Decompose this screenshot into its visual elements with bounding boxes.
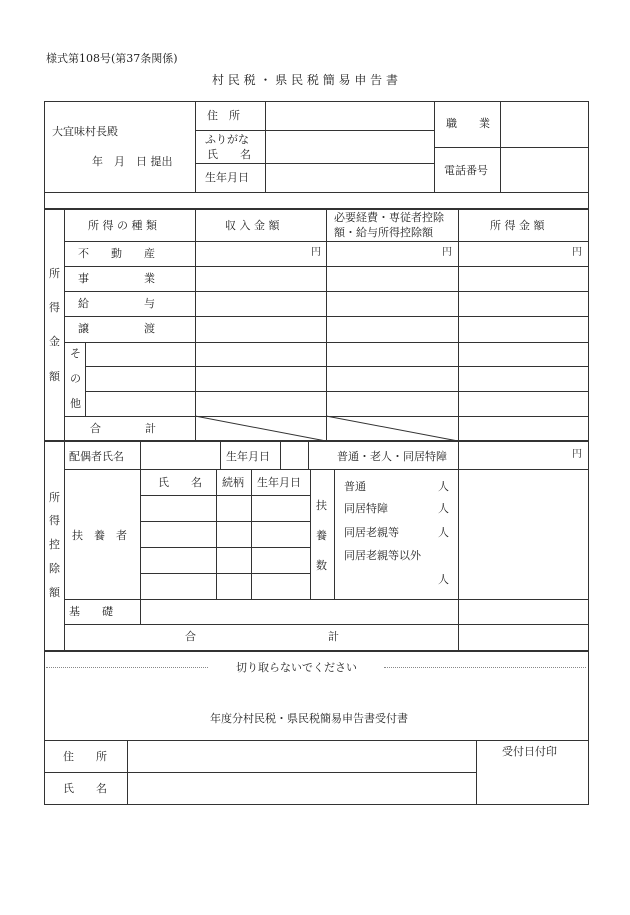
deduction-total-label-b: 計: [328, 630, 339, 643]
receipt-address-label: 住 所: [63, 750, 107, 763]
form-title: 村 民 税 ・ 県 民 税 簡 易 申 告 書: [212, 73, 398, 87]
recipient-label: 大宜味村長殿: [52, 125, 118, 138]
count-unit: 人: [438, 502, 449, 515]
phone-label: 電話番号: [444, 164, 488, 177]
income-amount-header: 所 得 金 額: [490, 219, 545, 232]
yen-unit: 円: [572, 449, 582, 460]
income-side-2: 得: [49, 301, 60, 314]
count-normal-label: 普通: [344, 480, 366, 493]
yen-unit: 円: [311, 247, 321, 258]
dependent-count-2: 養: [316, 529, 327, 542]
dependents-label: 扶 養 者: [72, 529, 127, 542]
name-label: 氏 名: [207, 148, 251, 161]
row-other-2: の: [70, 372, 81, 385]
expense-header-line1: 必要経費・専従者控除: [334, 211, 444, 224]
revenue-header: 収 入 金 額: [225, 219, 280, 232]
birthdate-label: 生年月日: [205, 171, 249, 184]
deduction-side-1: 所: [49, 491, 60, 504]
spouse-name-field[interactable]: [141, 442, 220, 469]
receipt-address-field[interactable]: [128, 741, 476, 772]
receipt-name-label: 氏 名: [63, 782, 107, 795]
income-side-4: 額: [49, 370, 60, 383]
deduction-side-3: 控: [49, 538, 60, 551]
income-side-1: 所: [49, 267, 60, 280]
row-transfer: 譲 渡: [78, 322, 155, 335]
row-other-1: そ: [70, 347, 81, 360]
income-total-label: 合 計: [90, 422, 156, 435]
income-type-header: 所 得 の 種 類: [88, 219, 157, 232]
deduction-total-label-a: 合: [185, 630, 196, 643]
furigana-label: ふりがな: [205, 133, 249, 146]
row-business: 事 業: [78, 272, 155, 285]
address-label: 住 所: [207, 109, 240, 122]
deduction-side-4: 除: [49, 562, 60, 575]
count-unit: 人: [438, 526, 449, 539]
deduction-side-2: 得: [49, 514, 60, 527]
count-unit: 人: [438, 480, 449, 493]
deduction-side-5: 額: [49, 586, 60, 599]
form-number: 様式第108号(第37条関係): [46, 52, 178, 65]
dependent-birth-header: 生年月日: [257, 476, 301, 489]
count-disabled-label: 同居特障: [344, 502, 388, 515]
expense-header-line2: 額・給与所得控除額: [334, 226, 433, 239]
spouse-type-label: 普通・老人・同居特障: [337, 450, 447, 463]
count-elderly-other-label: 同居老親等以外: [344, 549, 421, 562]
occupation-label: 職 業: [446, 117, 490, 130]
dependent-relation-header: 続柄: [222, 476, 244, 489]
income-side-3: 金: [49, 335, 60, 348]
spouse-name-label: 配偶者氏名: [69, 450, 124, 463]
dependent-name-header: 氏 名: [158, 476, 202, 489]
spouse-birth-label: 生年月日: [226, 450, 270, 463]
row-other-3: 他: [70, 397, 81, 410]
receipt-title: 年度分村民税・県民税簡易申告書受付書: [210, 712, 408, 725]
yen-unit: 円: [442, 247, 452, 258]
count-elderly-label: 同居老親等: [344, 526, 399, 539]
row-salary: 給 与: [78, 297, 155, 310]
row-real-estate: 不 動 産: [78, 247, 155, 260]
dependent-count-3: 数: [316, 559, 327, 572]
yen-unit: 円: [572, 247, 582, 258]
cut-notice: 切り取らないでください: [236, 661, 357, 674]
basic-deduction-label: 基 礎: [69, 605, 113, 618]
date-filed-label: 年 月 日 提出: [92, 155, 173, 168]
reception-stamp-label: 受付日付印: [502, 745, 557, 758]
count-unit: 人: [438, 573, 449, 586]
receipt-name-field[interactable]: [128, 773, 476, 804]
dependent-count-1: 扶: [316, 499, 327, 512]
